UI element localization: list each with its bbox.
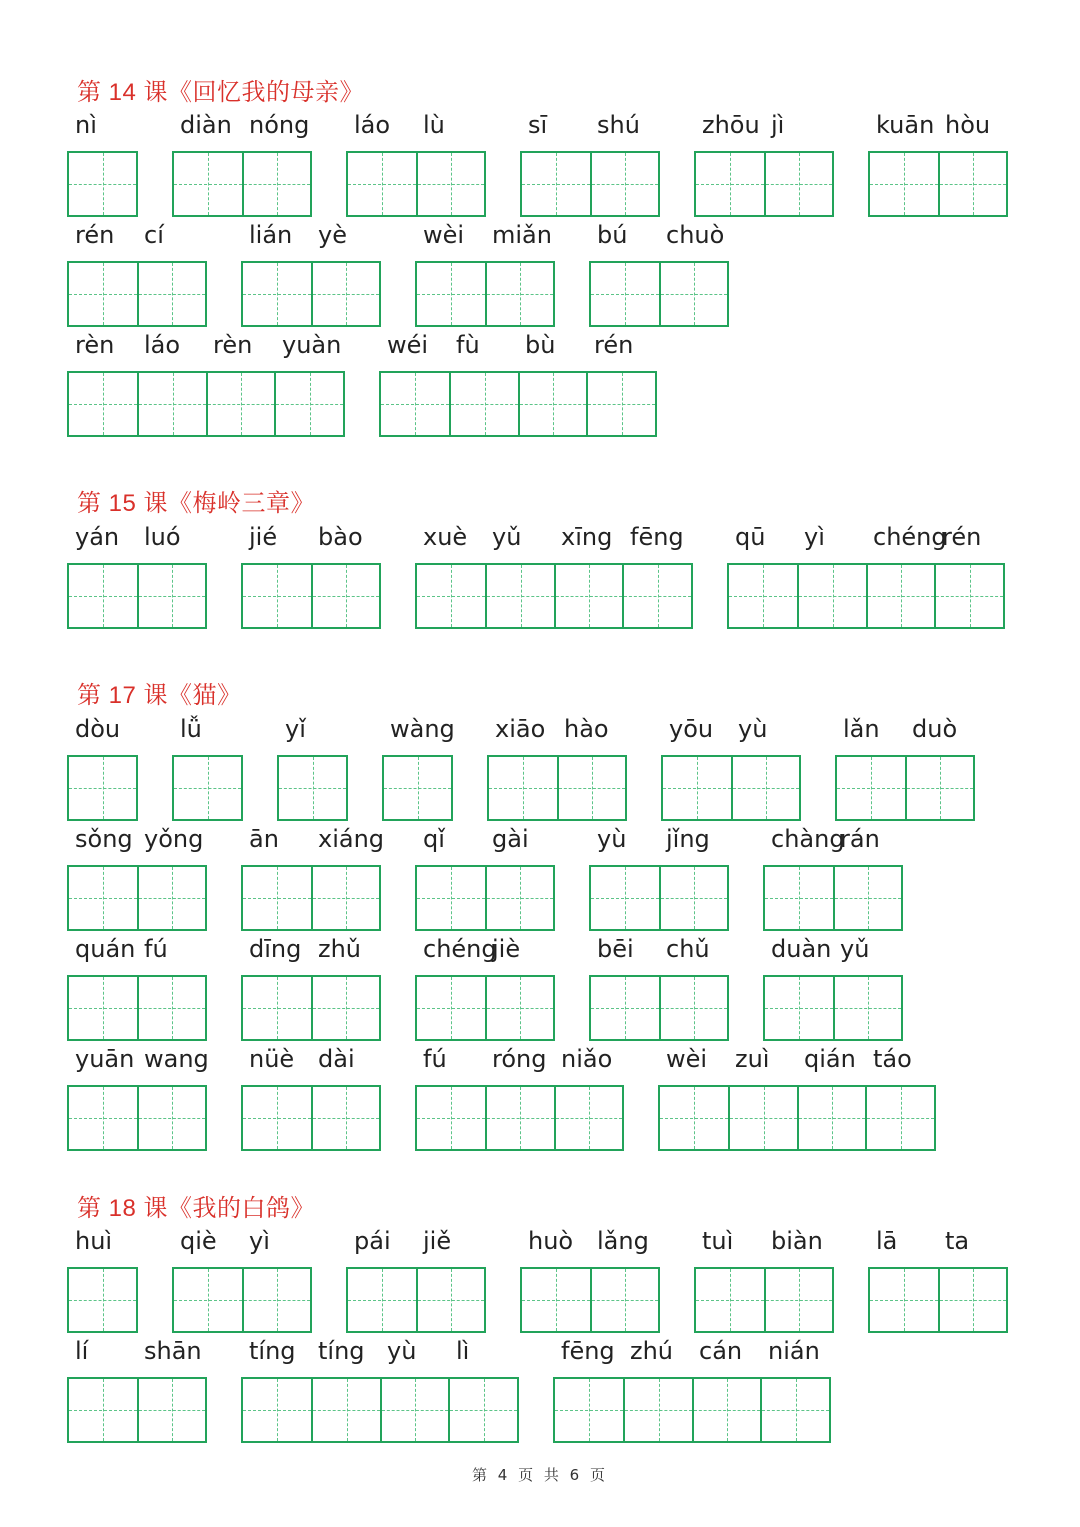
pinyin-label: kuān <box>876 111 935 139</box>
pinyin-label: yǐ <box>285 715 306 743</box>
pinyin-label: diàn <box>180 111 232 139</box>
tianzige-word-box[interactable] <box>868 1267 1008 1333</box>
pinyin-label: zhú <box>630 1337 674 1365</box>
tianzige-cell[interactable] <box>696 153 764 215</box>
tianzige-cell[interactable] <box>416 153 484 215</box>
pinyin-label: pái <box>354 1227 391 1255</box>
tianzige-word-box[interactable] <box>763 975 903 1041</box>
pinyin-label: qū <box>735 523 766 551</box>
pinyin-label: miǎn <box>492 221 552 249</box>
pinyin-label: shān <box>144 1337 202 1365</box>
pinyin-label: qián <box>804 1045 856 1073</box>
tianzige-cell[interactable] <box>591 977 659 1039</box>
pinyin-label: qiè <box>180 1227 217 1255</box>
pinyin-label: yán <box>75 523 120 551</box>
pinyin-label: qǐ <box>423 825 445 853</box>
pinyin-label: chuò <box>666 221 725 249</box>
tianzige-cell[interactable] <box>837 757 905 819</box>
tianzige-word-box[interactable] <box>346 1267 486 1333</box>
tianzige-cell[interactable] <box>760 1379 829 1441</box>
pinyin-label: wàng <box>390 715 455 743</box>
pinyin-label: jiè <box>492 935 521 963</box>
tianzige-cell[interactable] <box>518 373 587 435</box>
tianzige-word-box[interactable] <box>241 865 381 931</box>
tianzige-cell[interactable] <box>243 867 311 929</box>
pinyin-label: duàn <box>771 935 832 963</box>
pinyin-label: yù <box>738 715 768 743</box>
pinyin-label: zhōu <box>702 111 760 139</box>
tianzige-cell[interactable] <box>417 1087 485 1149</box>
pinyin-label: duò <box>912 715 958 743</box>
tianzige-cell[interactable] <box>555 1379 623 1441</box>
pinyin-label: chǔ <box>666 935 710 963</box>
tianzige-word-box[interactable] <box>277 755 348 821</box>
tianzige-cell[interactable] <box>311 263 379 325</box>
tianzige-word-box[interactable] <box>241 261 381 327</box>
pinyin-label: niǎo <box>561 1045 613 1073</box>
tianzige-cell[interactable] <box>485 565 554 627</box>
pinyin-label: xiáng <box>318 825 385 853</box>
pinyin-label: jié <box>249 523 278 551</box>
tianzige-cell[interactable] <box>557 757 625 819</box>
tianzige-cell[interactable] <box>381 373 449 435</box>
tianzige-word-box[interactable] <box>67 865 207 931</box>
pinyin-label: luó <box>144 523 181 551</box>
tianzige-word-box[interactable] <box>172 755 243 821</box>
tianzige-word-box[interactable] <box>661 755 801 821</box>
tianzige-cell[interactable] <box>69 1087 137 1149</box>
pinyin-label: rèn <box>75 331 115 359</box>
tianzige-cell[interactable] <box>623 1379 692 1441</box>
tianzige-cell[interactable] <box>69 977 137 1039</box>
pinyin-label: shú <box>597 111 640 139</box>
tianzige-word-box[interactable] <box>835 755 975 821</box>
tianzige-word-box[interactable] <box>763 865 903 931</box>
tianzige-word-box[interactable] <box>694 1267 834 1333</box>
tianzige-cell[interactable] <box>938 1269 1006 1331</box>
tianzige-cell[interactable] <box>870 1269 938 1331</box>
tianzige-cell[interactable] <box>448 1379 517 1441</box>
tianzige-word-box[interactable] <box>241 1377 519 1443</box>
pinyin-label: sǒng <box>75 825 133 853</box>
tianzige-cell[interactable] <box>833 977 901 1039</box>
tianzige-word-box[interactable] <box>727 563 1005 629</box>
pinyin-label: zhǔ <box>318 935 362 963</box>
tianzige-cell[interactable] <box>380 1379 449 1441</box>
tianzige-cell[interactable] <box>696 1269 764 1331</box>
pinyin-label: lù <box>423 111 445 139</box>
pinyin-label: dòu <box>75 715 121 743</box>
tianzige-cell[interactable] <box>137 867 205 929</box>
pinyin-label: fù <box>456 331 480 359</box>
pinyin-label: yǒng <box>144 825 204 853</box>
tianzige-cell[interactable] <box>870 153 938 215</box>
tianzige-cell[interactable] <box>833 867 901 929</box>
tianzige-cell[interactable] <box>274 373 343 435</box>
pinyin-label: yè <box>318 221 347 249</box>
tianzige-word-box[interactable] <box>658 1085 936 1151</box>
tianzige-cell[interactable] <box>905 757 973 819</box>
pinyin-label: xiāo <box>495 715 546 743</box>
tianzige-cell[interactable] <box>137 1379 205 1441</box>
pinyin-label: yù <box>387 1337 417 1365</box>
pinyin-label: nián <box>768 1337 820 1365</box>
pinyin-label: dài <box>318 1045 355 1073</box>
tianzige-cell[interactable] <box>348 153 416 215</box>
pinyin-label: róng <box>492 1045 547 1073</box>
pinyin-label: jiě <box>423 1227 452 1255</box>
tianzige-cell[interactable] <box>866 565 935 627</box>
pinyin-label: quán <box>75 935 136 963</box>
pinyin-label: láo <box>144 331 181 359</box>
tianzige-cell[interactable] <box>311 1379 380 1441</box>
tianzige-word-box[interactable] <box>694 151 834 217</box>
tianzige-cell[interactable] <box>69 867 137 929</box>
tianzige-cell[interactable] <box>622 565 691 627</box>
pinyin-label: lì <box>456 1337 470 1365</box>
pinyin-label: cán <box>699 1337 743 1365</box>
tianzige-cell[interactable] <box>243 1379 311 1441</box>
pinyin-label: yù <box>597 825 627 853</box>
tianzige-word-box[interactable] <box>67 151 138 217</box>
tianzige-cell[interactable] <box>137 977 205 1039</box>
tianzige-word-box[interactable] <box>67 1377 207 1443</box>
tianzige-word-box[interactable] <box>415 865 555 931</box>
tianzige-cell[interactable] <box>522 153 590 215</box>
pinyin-label: fú <box>144 935 168 963</box>
pinyin-label: bēi <box>597 935 634 963</box>
pinyin-label: jì <box>771 111 785 139</box>
pinyin-label: bào <box>318 523 363 551</box>
pinyin-label: chàng <box>771 825 845 853</box>
tianzige-cell[interactable] <box>137 263 205 325</box>
tianzige-cell[interactable] <box>69 757 136 819</box>
lesson-title: 第 17 课《猫》 <box>77 681 242 709</box>
pinyin-label: ān <box>249 825 279 853</box>
pinyin-label: tuì <box>702 1227 734 1255</box>
tianzige-cell[interactable] <box>591 867 659 929</box>
tianzige-cell[interactable] <box>591 263 659 325</box>
tianzige-word-box[interactable] <box>172 1267 312 1333</box>
pinyin-label: hào <box>564 715 609 743</box>
tianzige-cell[interactable] <box>311 1087 379 1149</box>
tianzige-cell[interactable] <box>485 1087 553 1149</box>
tianzige-word-box[interactable] <box>67 563 207 629</box>
pinyin-label: lǚ <box>180 715 202 743</box>
tianzige-word-box[interactable] <box>520 151 660 217</box>
tianzige-cell[interactable] <box>69 565 137 627</box>
pinyin-label: xīng <box>561 523 613 551</box>
pinyin-label: yōu <box>669 715 714 743</box>
pinyin-label: yuàn <box>282 331 342 359</box>
tianzige-cell[interactable] <box>590 153 658 215</box>
tianzige-cell[interactable] <box>485 867 553 929</box>
tianzige-cell[interactable] <box>692 1379 761 1441</box>
tianzige-cell[interactable] <box>417 565 485 627</box>
pinyin-label: nóng <box>249 111 310 139</box>
pinyin-label: lǎn <box>843 715 880 743</box>
lesson-title: 第 15 课《梅岭三章》 <box>77 489 316 517</box>
pinyin-label: fēng <box>630 523 684 551</box>
tianzige-cell[interactable] <box>797 565 866 627</box>
tianzige-cell[interactable] <box>590 1269 658 1331</box>
tianzige-cell[interactable] <box>522 1269 590 1331</box>
pinyin-label: huò <box>528 1227 574 1255</box>
pinyin-label: yì <box>804 523 825 551</box>
pinyin-label: gài <box>492 825 529 853</box>
pinyin-label: bú <box>597 221 628 249</box>
pinyin-label: wang <box>144 1045 209 1073</box>
tianzige-word-box[interactable] <box>241 563 381 629</box>
tianzige-cell[interactable] <box>243 263 311 325</box>
tianzige-cell[interactable] <box>69 153 136 215</box>
tianzige-word-box[interactable] <box>67 1267 138 1333</box>
pinyin-label: lǎng <box>597 1227 649 1255</box>
tianzige-word-box[interactable] <box>415 1085 624 1151</box>
tianzige-cell[interactable] <box>417 867 485 929</box>
tianzige-word-box[interactable] <box>346 151 486 217</box>
tianzige-cell[interactable] <box>69 1269 136 1331</box>
tianzige-word-box[interactable] <box>415 563 693 629</box>
pinyin-label: rén <box>594 331 634 359</box>
tianzige-cell[interactable] <box>764 153 832 215</box>
tianzige-word-box[interactable] <box>67 1085 207 1151</box>
tianzige-word-box[interactable] <box>67 371 345 437</box>
tianzige-word-box[interactable] <box>415 975 555 1041</box>
pinyin-label: nüè <box>249 1045 295 1073</box>
tianzige-cell[interactable] <box>384 757 451 819</box>
tianzige-word-box[interactable] <box>487 755 627 821</box>
tianzige-cell[interactable] <box>174 1269 242 1331</box>
tianzige-cell[interactable] <box>311 977 379 1039</box>
tianzige-cell[interactable] <box>865 1087 934 1149</box>
tianzige-cell[interactable] <box>586 373 655 435</box>
pinyin-label: ta <box>945 1227 970 1255</box>
pinyin-label: biàn <box>771 1227 823 1255</box>
tianzige-word-box[interactable] <box>379 371 657 437</box>
tianzige-cell[interactable] <box>663 757 731 819</box>
tianzige-cell[interactable] <box>279 757 346 819</box>
tianzige-cell[interactable] <box>729 565 797 627</box>
tianzige-cell[interactable] <box>489 757 557 819</box>
pinyin-label: jǐng <box>666 825 710 853</box>
tianzige-cell[interactable] <box>416 1269 484 1331</box>
pinyin-label: xuè <box>423 523 468 551</box>
tianzige-cell[interactable] <box>485 263 553 325</box>
tianzige-word-box[interactable] <box>589 975 729 1041</box>
tianzige-cell[interactable] <box>243 565 311 627</box>
tianzige-word-box[interactable] <box>868 151 1008 217</box>
tianzige-cell[interactable] <box>765 867 833 929</box>
tianzige-cell[interactable] <box>659 977 727 1039</box>
pinyin-label: chéng <box>873 523 947 551</box>
pinyin-label: hòu <box>945 111 991 139</box>
tianzige-cell[interactable] <box>764 1269 832 1331</box>
tianzige-cell[interactable] <box>243 1087 311 1149</box>
tianzige-word-box[interactable] <box>241 1085 381 1151</box>
tianzige-cell[interactable] <box>449 373 518 435</box>
pinyin-label: yǔ <box>840 935 870 963</box>
tianzige-word-box[interactable] <box>589 261 729 327</box>
tianzige-cell[interactable] <box>137 373 206 435</box>
pinyin-label: rén <box>75 221 115 249</box>
tianzige-word-box[interactable] <box>520 1267 660 1333</box>
tianzige-cell[interactable] <box>797 1087 866 1149</box>
tianzige-cell[interactable] <box>69 263 137 325</box>
pinyin-label: huì <box>75 1227 113 1255</box>
pinyin-label: fú <box>423 1045 447 1073</box>
tianzige-word-box[interactable] <box>415 261 555 327</box>
tianzige-word-box[interactable] <box>382 755 453 821</box>
pinyin-label: lā <box>876 1227 898 1255</box>
pinyin-label: táo <box>873 1045 912 1073</box>
tianzige-cell[interactable] <box>174 757 241 819</box>
pinyin-label: dīng <box>249 935 302 963</box>
pinyin-label: cí <box>144 221 164 249</box>
tianzige-cell[interactable] <box>660 1087 728 1149</box>
pinyin-label: yì <box>249 1227 270 1255</box>
tianzige-cell[interactable] <box>485 977 553 1039</box>
tianzige-cell[interactable] <box>243 977 311 1039</box>
pinyin-label: rén <box>942 523 982 551</box>
pinyin-label: tíng <box>249 1337 296 1365</box>
page-footer: 第 4 页 共 6 页 <box>472 1466 608 1484</box>
tianzige-word-box[interactable] <box>67 755 138 821</box>
pinyin-label: rán <box>840 825 880 853</box>
tianzige-word-box[interactable] <box>172 151 312 217</box>
tianzige-cell[interactable] <box>69 373 137 435</box>
pinyin-label: bù <box>525 331 556 359</box>
pinyin-label: lí <box>75 1337 89 1365</box>
tianzige-cell[interactable] <box>934 565 1003 627</box>
tianzige-cell[interactable] <box>659 867 727 929</box>
tianzige-cell[interactable] <box>417 263 485 325</box>
tianzige-cell[interactable] <box>731 757 799 819</box>
tianzige-cell[interactable] <box>137 565 205 627</box>
pinyin-label: rèn <box>213 331 253 359</box>
tianzige-word-box[interactable] <box>553 1377 831 1443</box>
lesson-title: 第 14 课《回忆我的母亲》 <box>77 78 365 106</box>
tianzige-cell[interactable] <box>728 1087 797 1149</box>
tianzige-cell[interactable] <box>137 1087 205 1149</box>
tianzige-cell[interactable] <box>417 977 485 1039</box>
tianzige-cell[interactable] <box>242 153 310 215</box>
pinyin-label: lián <box>249 221 293 249</box>
pinyin-label: tíng <box>318 1337 365 1365</box>
tianzige-cell[interactable] <box>174 153 242 215</box>
pinyin-label: wéi <box>387 331 429 359</box>
pinyin-label: chéng <box>423 935 497 963</box>
tianzige-word-box[interactable] <box>67 975 207 1041</box>
tianzige-cell[interactable] <box>938 153 1006 215</box>
tianzige-cell[interactable] <box>348 1269 416 1331</box>
pinyin-label: sī <box>528 111 548 139</box>
pinyin-label: wèi <box>666 1045 708 1073</box>
tianzige-cell[interactable] <box>69 1379 137 1441</box>
pinyin-label: yǔ <box>492 523 522 551</box>
pinyin-label: nì <box>75 111 97 139</box>
pinyin-label: yuān <box>75 1045 135 1073</box>
pinyin-label: zuì <box>735 1045 770 1073</box>
tianzige-cell[interactable] <box>554 565 623 627</box>
tianzige-cell[interactable] <box>765 977 833 1039</box>
tianzige-cell[interactable] <box>242 1269 310 1331</box>
pinyin-label: láo <box>354 111 391 139</box>
tianzige-cell[interactable] <box>554 1087 622 1149</box>
tianzige-cell[interactable] <box>311 867 379 929</box>
lesson-title: 第 18 课《我的白鸽》 <box>77 1194 316 1222</box>
tianzige-word-box[interactable] <box>67 261 207 327</box>
pinyin-label: fēng <box>561 1337 615 1365</box>
tianzige-cell[interactable] <box>206 373 275 435</box>
tianzige-word-box[interactable] <box>241 975 381 1041</box>
pinyin-label: wèi <box>423 221 465 249</box>
tianzige-cell[interactable] <box>659 263 727 325</box>
tianzige-word-box[interactable] <box>589 865 729 931</box>
tianzige-cell[interactable] <box>311 565 379 627</box>
